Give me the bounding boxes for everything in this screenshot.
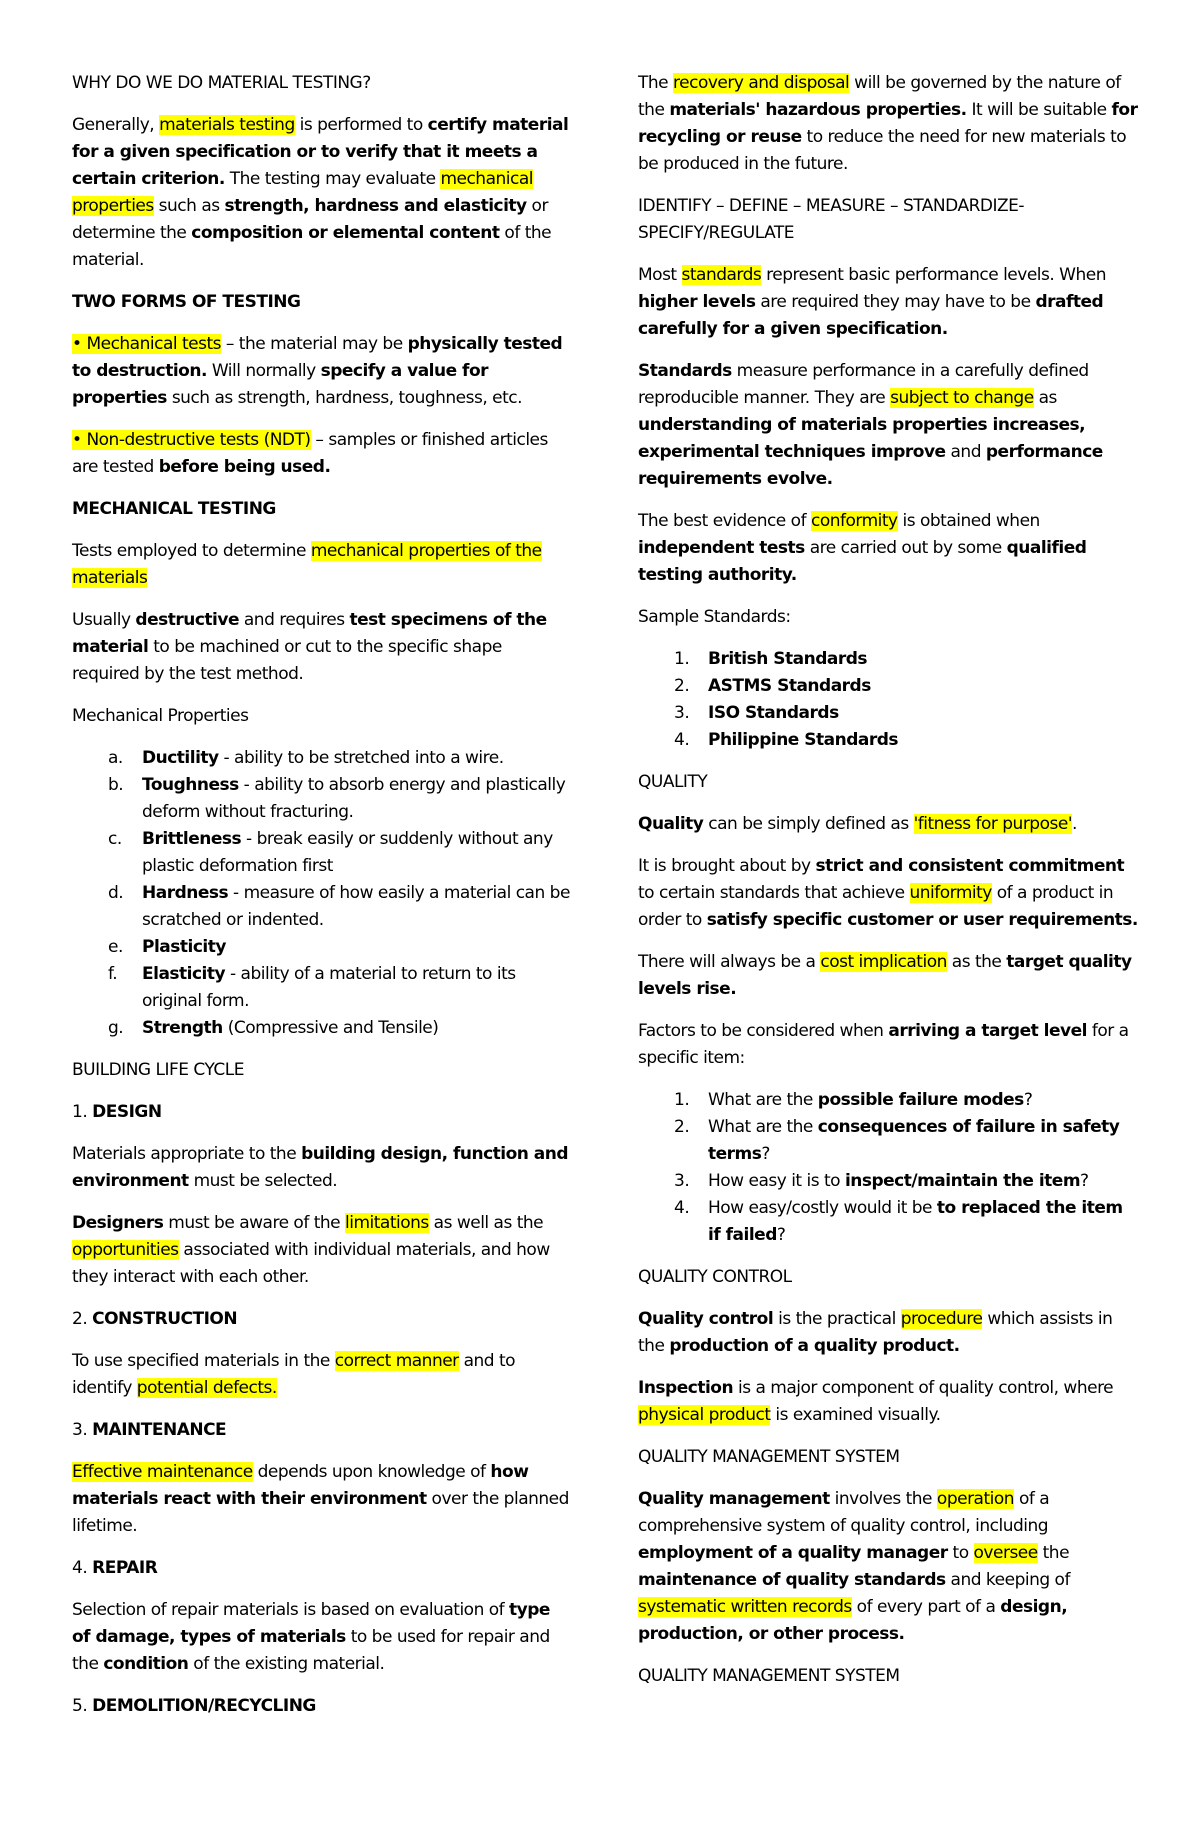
section-title-qms: QUALITY MANAGEMENT SYSTEM xyxy=(638,1447,900,1467)
list-item: b. Toughness - ability to absorb energy and plastically deform without fracturing. xyxy=(108,775,566,822)
paragraph-standards-measure: Standards measure performance in a carefully defined reproducible manner. They are subject to change as understanding of materials properties increases, experimental techniques improve and performance requirements evolve. xyxy=(638,361,1103,489)
list-item: f. Elasticity - ability of a material to return to its original form. xyxy=(108,964,516,1011)
paragraph-maintenance: Effective maintenance depends upon knowledge of how materials react with their environment over the planned lifetime. xyxy=(72,1462,569,1536)
paragraph-repair: Selection of repair materials is based on evaluation of type of damage, types of materials to be used for repair and the condition of the existing material. xyxy=(72,1600,550,1674)
subheading-construction: 2. CONSTRUCTION xyxy=(72,1309,238,1329)
paragraph-generally: Generally, materials testing is performed to certify material for a given specification or to verify that it meets a certain criterion. The testing may evaluate mechanical properties such as strength, hardness and elasticity or determine the composition or elemental content of the material. xyxy=(72,115,569,270)
paragraph-designers: Designers must be aware of the limitations as well as the opportunities associated with individual materials, and how they interact with each other. xyxy=(72,1213,550,1287)
paragraph-most-standards: Most standards represent basic performance levels. When higher levels are required they may have to be drafted carefully for a given specification. xyxy=(638,265,1106,339)
section-title-quality-control: QUALITY CONTROL xyxy=(638,1267,792,1287)
list-item: 4. Philippine Standards xyxy=(674,730,899,750)
paragraph-tests-employed: Tests employed to determine mechanical properties of the materials xyxy=(72,541,542,588)
subheading-maintenance: 3. MAINTENANCE xyxy=(72,1420,227,1440)
paragraph-design-materials: Materials appropriate to the building design, function and environment must be selected. xyxy=(72,1144,569,1191)
paragraph-factors: Factors to be considered when arriving a target level for a specific item: xyxy=(638,1021,1129,1068)
paragraph-recovery: The recovery and disposal will be governed by the nature of the materials' hazardous properties. It will be suitable for recycling or reuse to reduce the need for new materials to be produced in the future. xyxy=(638,73,1138,174)
list-item: 1. What are the possible failure modes? xyxy=(674,1090,1033,1110)
list-item: e. Plasticity xyxy=(108,937,226,957)
paragraph-quality-definition: Quality can be simply defined as 'fitness for purpose'. xyxy=(638,814,1077,834)
list-item: 4. How easy/costly would it be to replaced the item if failed? xyxy=(674,1198,1123,1245)
paragraph-brought-about: It is brought about by strict and consistent commitment to certain standards that achieve uniformity of a product in order to satisfy specific customer or user requirements. xyxy=(638,856,1138,930)
bullet-icon: • xyxy=(72,430,82,450)
list-item: 3. How easy it is to inspect/maintain the item? xyxy=(674,1171,1089,1191)
list-item: g. Strength (Compressive and Tensile) xyxy=(108,1018,439,1038)
mechanical-properties-label: Mechanical Properties xyxy=(72,706,249,726)
paragraph-ndt: • Non-destructive tests (NDT) – samples or finished articles are tested before being used. xyxy=(72,430,548,477)
sample-standards-list xyxy=(638,646,1138,754)
paragraph-usually: Usually destructive and requires test specimens of the material to be machined or cut to the specific shape required by the test method. xyxy=(72,610,547,684)
paragraph-quality-management: Quality management involves the operation of a comprehensive system of quality control, including employment of a quality manager to oversee the maintenance of quality standards and keeping of systematic written records of every part of a design, production, or other process. xyxy=(638,1489,1070,1644)
subheading-repair: 4. REPAIR xyxy=(72,1558,158,1578)
list-item: 1. British Standards xyxy=(674,649,868,669)
right-column xyxy=(638,70,1138,1705)
section-title-building-life-cycle: BUILDING LIFE CYCLE xyxy=(72,1060,245,1080)
paragraph-construction: To use specified materials in the correct manner and to identify potential defects. xyxy=(72,1351,516,1398)
paragraph-cost-implication: There will always be a cost implication as the target quality levels rise. xyxy=(638,952,1132,999)
section-title-mechanical-testing: MECHANICAL TESTING xyxy=(72,499,276,519)
section-title-qms-2: QUALITY MANAGEMENT SYSTEM xyxy=(638,1666,900,1686)
list-item: a. Ductility - ability to be stretched into a wire. xyxy=(108,748,504,768)
paragraph-qc-definition: Quality control is the practical procedure which assists in the production of a quality product. xyxy=(638,1309,1113,1356)
identify-define-line: IDENTIFY – DEFINE – MEASURE – STANDARDIZE- SPECIFY/REGULATE xyxy=(638,196,1025,243)
list-item: 2. What are the consequences of failure in safety terms? xyxy=(674,1117,1120,1164)
sample-standards-label: Sample Standards: xyxy=(638,607,791,627)
left-column xyxy=(72,70,572,1735)
paragraph-inspection: Inspection is a major component of quality control, where physical product is examined visually. xyxy=(638,1378,1114,1425)
subheading-demolition: 5. DEMOLITION/RECYCLING xyxy=(72,1696,316,1716)
bullet-icon: • xyxy=(72,334,82,354)
list-item: d. Hardness - measure of how easily a material can be scratched or indented. xyxy=(108,883,570,930)
mechanical-properties-list xyxy=(72,745,572,1042)
subheading-design: 1. DESIGN xyxy=(72,1102,162,1122)
section-title-two-forms: TWO FORMS OF TESTING xyxy=(72,292,301,312)
paragraph-best-evidence: The best evidence of conformity is obtained when independent tests are carried out by some qualified testing authority. xyxy=(638,511,1087,585)
factors-list xyxy=(638,1087,1138,1249)
section-title-material-testing: WHY DO WE DO MATERIAL TESTING? xyxy=(72,73,371,93)
list-item: 2. ASTMS Standards xyxy=(674,676,871,696)
list-item: 3. ISO Standards xyxy=(674,703,839,723)
paragraph-mechanical-tests: • Mechanical tests – the material may be physically tested to destruction. Will normally specify a value for properties such as strength, hardness, toughness, etc. xyxy=(72,334,563,408)
section-title-quality: QUALITY xyxy=(638,772,708,792)
list-item: c. Brittleness - break easily or suddenly without any plastic deformation first xyxy=(108,829,553,876)
